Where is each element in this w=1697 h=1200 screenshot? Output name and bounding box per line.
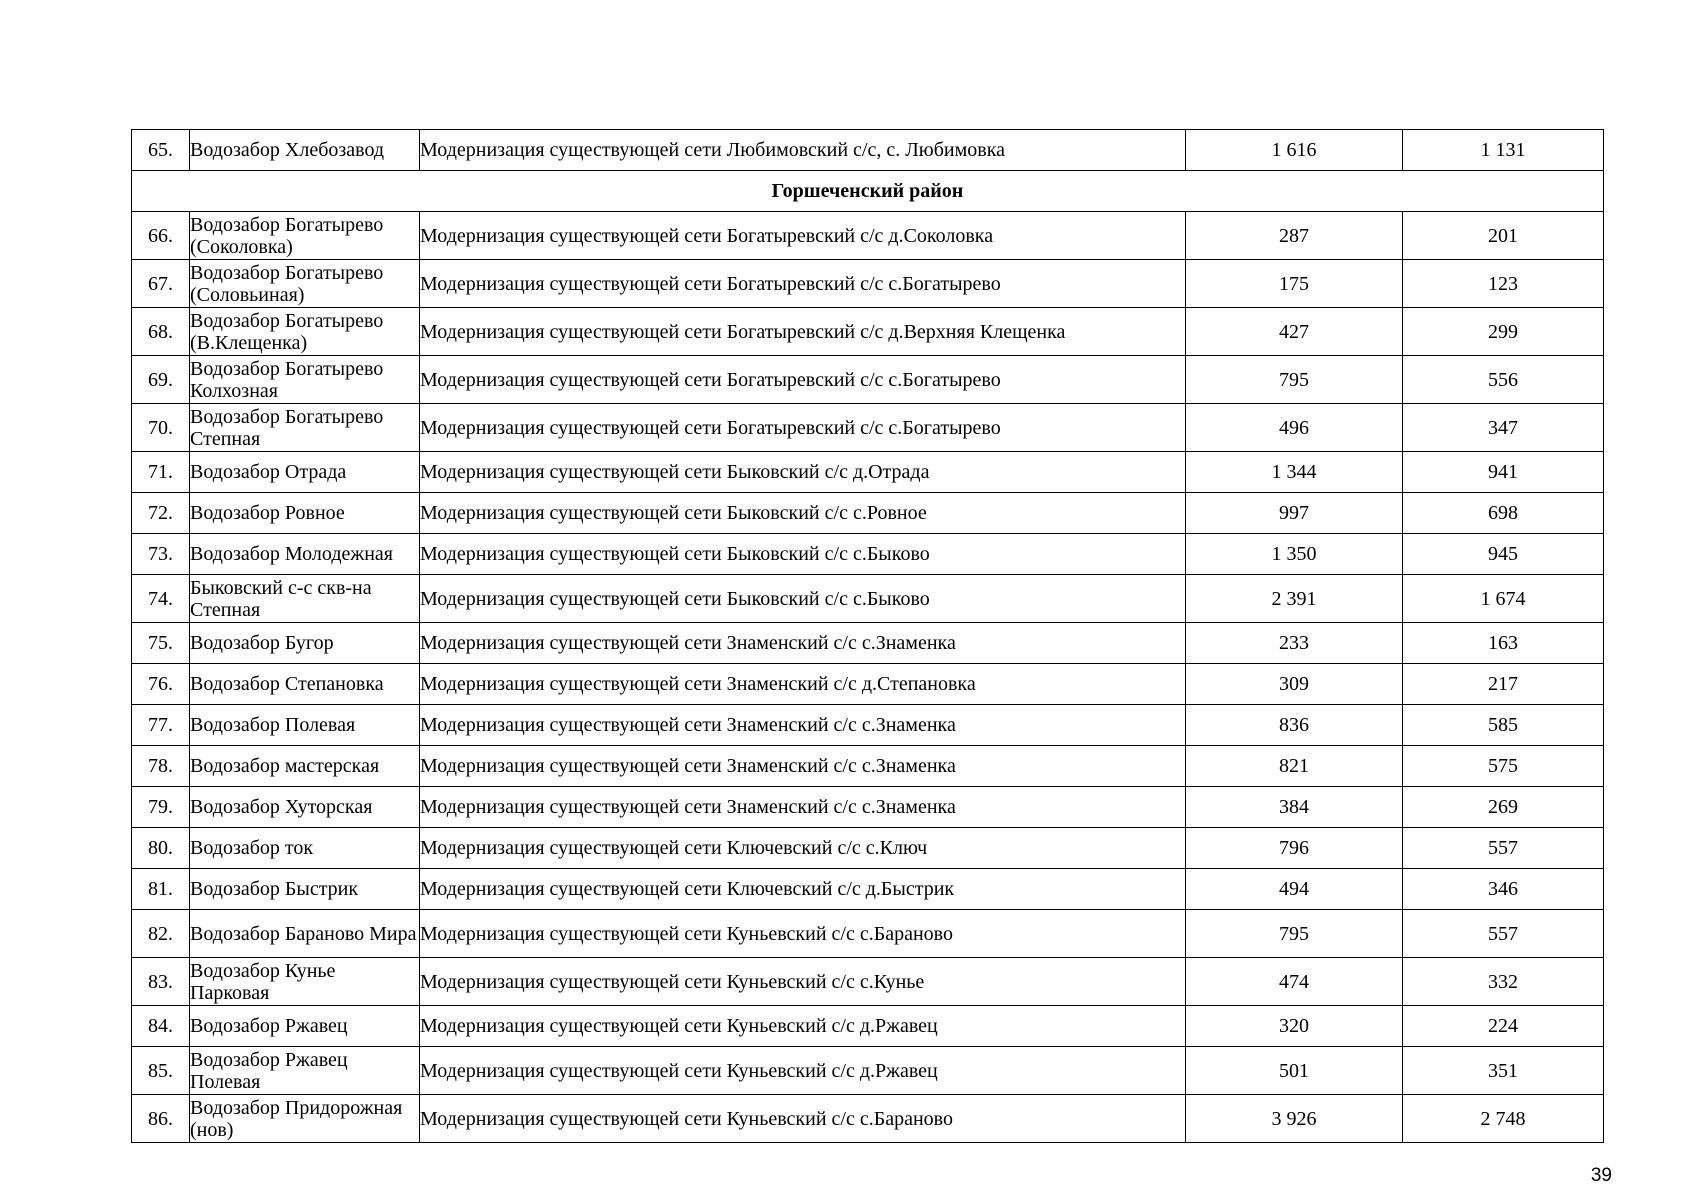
row-number: 65. [132, 130, 190, 171]
table-row [132, 828, 1604, 869]
intake-name: Водозабор Богатырево (Соловьиная) [190, 260, 420, 308]
value-1: 474 [1186, 958, 1403, 1006]
value-2: 269 [1403, 787, 1604, 828]
work-description: Модернизация существующей сети Куньевский с/с с.Кунье [420, 958, 1186, 1006]
work-description: Модернизация существующей сети Богатыревский с/с с.Богатырево [420, 404, 1186, 452]
intake-name: Водозабор ток [190, 828, 420, 869]
table-row [132, 452, 1604, 493]
intake-name: Водозабор Богатырево Колхозная [190, 356, 420, 404]
value-2: 557 [1403, 910, 1604, 958]
value-1: 233 [1186, 623, 1403, 664]
value-1: 501 [1186, 1047, 1403, 1095]
table-row [132, 130, 1604, 171]
intake-name: Водозабор Богатырево Степная [190, 404, 420, 452]
work-description: Модернизация существующей сети Знаменский с/с с.Знаменка [420, 746, 1186, 787]
intake-name: Водозабор Быстрик [190, 869, 420, 910]
intake-name: Водозабор Придорожная (нов) [190, 1095, 420, 1143]
work-description: Модернизация существующей сети Любимовский с/с, с. Любимовка [420, 130, 1186, 171]
table-row [132, 1047, 1604, 1095]
intake-name: Водозабор Бараново Мира [190, 910, 420, 958]
row-number: 68. [132, 308, 190, 356]
intake-name: Быковский с-с скв-на Степная [190, 575, 420, 623]
work-description: Модернизация существующей сети Ключевский с/с д.Быстрик [420, 869, 1186, 910]
value-1: 2 391 [1186, 575, 1403, 623]
intake-name: Водозабор Богатырево (В.Клещенка) [190, 308, 420, 356]
value-2: 201 [1403, 212, 1604, 260]
row-number: 86. [132, 1095, 190, 1143]
row-number: 73. [132, 534, 190, 575]
table-row [132, 664, 1604, 705]
value-1: 496 [1186, 404, 1403, 452]
value-1: 1 350 [1186, 534, 1403, 575]
intake-name: Водозабор Отрада [190, 452, 420, 493]
work-description: Модернизация существующей сети Куньевский с/с д.Ржавец [420, 1047, 1186, 1095]
value-2: 2 748 [1403, 1095, 1604, 1143]
work-description: Модернизация существующей сети Знаменский с/с д.Степановка [420, 664, 1186, 705]
value-2: 1 674 [1403, 575, 1604, 623]
value-1: 1 344 [1186, 452, 1403, 493]
row-number: 80. [132, 828, 190, 869]
value-2: 945 [1403, 534, 1604, 575]
value-1: 175 [1186, 260, 1403, 308]
table-row [132, 746, 1604, 787]
value-1: 427 [1186, 308, 1403, 356]
table-row [132, 308, 1604, 356]
row-number: 72. [132, 493, 190, 534]
table-row [132, 869, 1604, 910]
value-1: 997 [1186, 493, 1403, 534]
value-1: 836 [1186, 705, 1403, 746]
row-number: 69. [132, 356, 190, 404]
table-row [132, 356, 1604, 404]
table-row [132, 910, 1604, 958]
value-1: 309 [1186, 664, 1403, 705]
value-2: 217 [1403, 664, 1604, 705]
intake-name: Водозабор Богатырево (Соколовка) [190, 212, 420, 260]
intake-name: Водозабор Ровное [190, 493, 420, 534]
value-1: 320 [1186, 1006, 1403, 1047]
table-row [132, 260, 1604, 308]
row-number: 67. [132, 260, 190, 308]
intake-name: Водозабор Кунье Парковая [190, 958, 420, 1006]
intake-name: Водозабор мастерская [190, 746, 420, 787]
table-row [132, 623, 1604, 664]
work-description: Модернизация существующей сети Куньевский с/с д.Ржавец [420, 1006, 1186, 1047]
table-row [132, 1095, 1604, 1143]
work-description: Модернизация существующей сети Куньевский с/с с.Бараново [420, 910, 1186, 958]
intake-name: Водозабор Хлебозавод [190, 130, 420, 171]
row-number: 78. [132, 746, 190, 787]
row-number: 66. [132, 212, 190, 260]
value-2: 346 [1403, 869, 1604, 910]
value-2: 557 [1403, 828, 1604, 869]
table-body [132, 212, 1604, 1143]
table-row [132, 787, 1604, 828]
value-1: 795 [1186, 910, 1403, 958]
table-row [132, 212, 1604, 260]
value-2: 347 [1403, 404, 1604, 452]
value-1: 287 [1186, 212, 1403, 260]
work-description: Модернизация существующей сети Ключевский с/с с.Ключ [420, 828, 1186, 869]
value-1: 3 926 [1186, 1095, 1403, 1143]
work-description: Модернизация существующей сети Богатыревский с/с д.Соколовка [420, 212, 1186, 260]
table-row [132, 493, 1604, 534]
work-description: Модернизация существующей сети Богатыревский с/с с.Богатырево [420, 356, 1186, 404]
district-title: Горшеченский район [132, 171, 1604, 212]
work-description: Модернизация существующей сети Быковский с/с с.Ровное [420, 493, 1186, 534]
row-number: 79. [132, 787, 190, 828]
row-number: 70. [132, 404, 190, 452]
value-1: 796 [1186, 828, 1403, 869]
value-1: 1 616 [1186, 130, 1403, 171]
table-row [132, 705, 1604, 746]
value-2: 556 [1403, 356, 1604, 404]
intake-name: Водозабор Полевая [190, 705, 420, 746]
intake-name: Водозабор Молодежная [190, 534, 420, 575]
value-2: 163 [1403, 623, 1604, 664]
row-number: 74. [132, 575, 190, 623]
table-row [132, 575, 1604, 623]
section-header-row [132, 171, 1604, 212]
value-1: 821 [1186, 746, 1403, 787]
intake-name: Водозабор Хуторская [190, 787, 420, 828]
value-2: 224 [1403, 1006, 1604, 1047]
work-description: Модернизация существующей сети Богатыревский с/с д.Верхняя Клещенка [420, 308, 1186, 356]
table-row [132, 958, 1604, 1006]
intake-name: Водозабор Ржавец [190, 1006, 420, 1047]
work-description: Модернизация существующей сети Быковский с/с с.Быково [420, 534, 1186, 575]
work-description: Модернизация существующей сети Быковский с/с д.Отрада [420, 452, 1186, 493]
value-1: 384 [1186, 787, 1403, 828]
value-2: 698 [1403, 493, 1604, 534]
table-row [132, 404, 1604, 452]
row-number: 81. [132, 869, 190, 910]
page-number: 39 [1590, 1165, 1612, 1186]
table-row [132, 534, 1604, 575]
value-2: 585 [1403, 705, 1604, 746]
work-description: Модернизация существующей сети Богатыревский с/с с.Богатырево [420, 260, 1186, 308]
row-number: 85. [132, 1047, 190, 1095]
value-2: 941 [1403, 452, 1604, 493]
work-description: Модернизация существующей сети Быковский с/с с.Быково [420, 575, 1186, 623]
work-description: Модернизация существующей сети Знаменский с/с с.Знаменка [420, 623, 1186, 664]
value-1: 795 [1186, 356, 1403, 404]
water-intake-table [131, 129, 1604, 1143]
intake-name: Водозабор Бугор [190, 623, 420, 664]
value-2: 123 [1403, 260, 1604, 308]
row-number: 75. [132, 623, 190, 664]
row-number: 84. [132, 1006, 190, 1047]
intake-name: Водозабор Степановка [190, 664, 420, 705]
row-number: 71. [132, 452, 190, 493]
work-description: Модернизация существующей сети Куньевский с/с с.Бараново [420, 1095, 1186, 1143]
row-number: 82. [132, 910, 190, 958]
value-2: 299 [1403, 308, 1604, 356]
row-number: 83. [132, 958, 190, 1006]
work-description: Модернизация существующей сети Знаменский с/с с.Знаменка [420, 705, 1186, 746]
work-description: Модернизация существующей сети Знаменский с/с с.Знаменка [420, 787, 1186, 828]
value-2: 575 [1403, 746, 1604, 787]
value-2: 332 [1403, 958, 1604, 1006]
row-number: 77. [132, 705, 190, 746]
intake-name: Водозабор Ржавец Полевая [190, 1047, 420, 1095]
value-2: 351 [1403, 1047, 1604, 1095]
table-row [132, 1006, 1604, 1047]
value-1: 494 [1186, 869, 1403, 910]
row-number: 76. [132, 664, 190, 705]
value-2: 1 131 [1403, 130, 1604, 171]
